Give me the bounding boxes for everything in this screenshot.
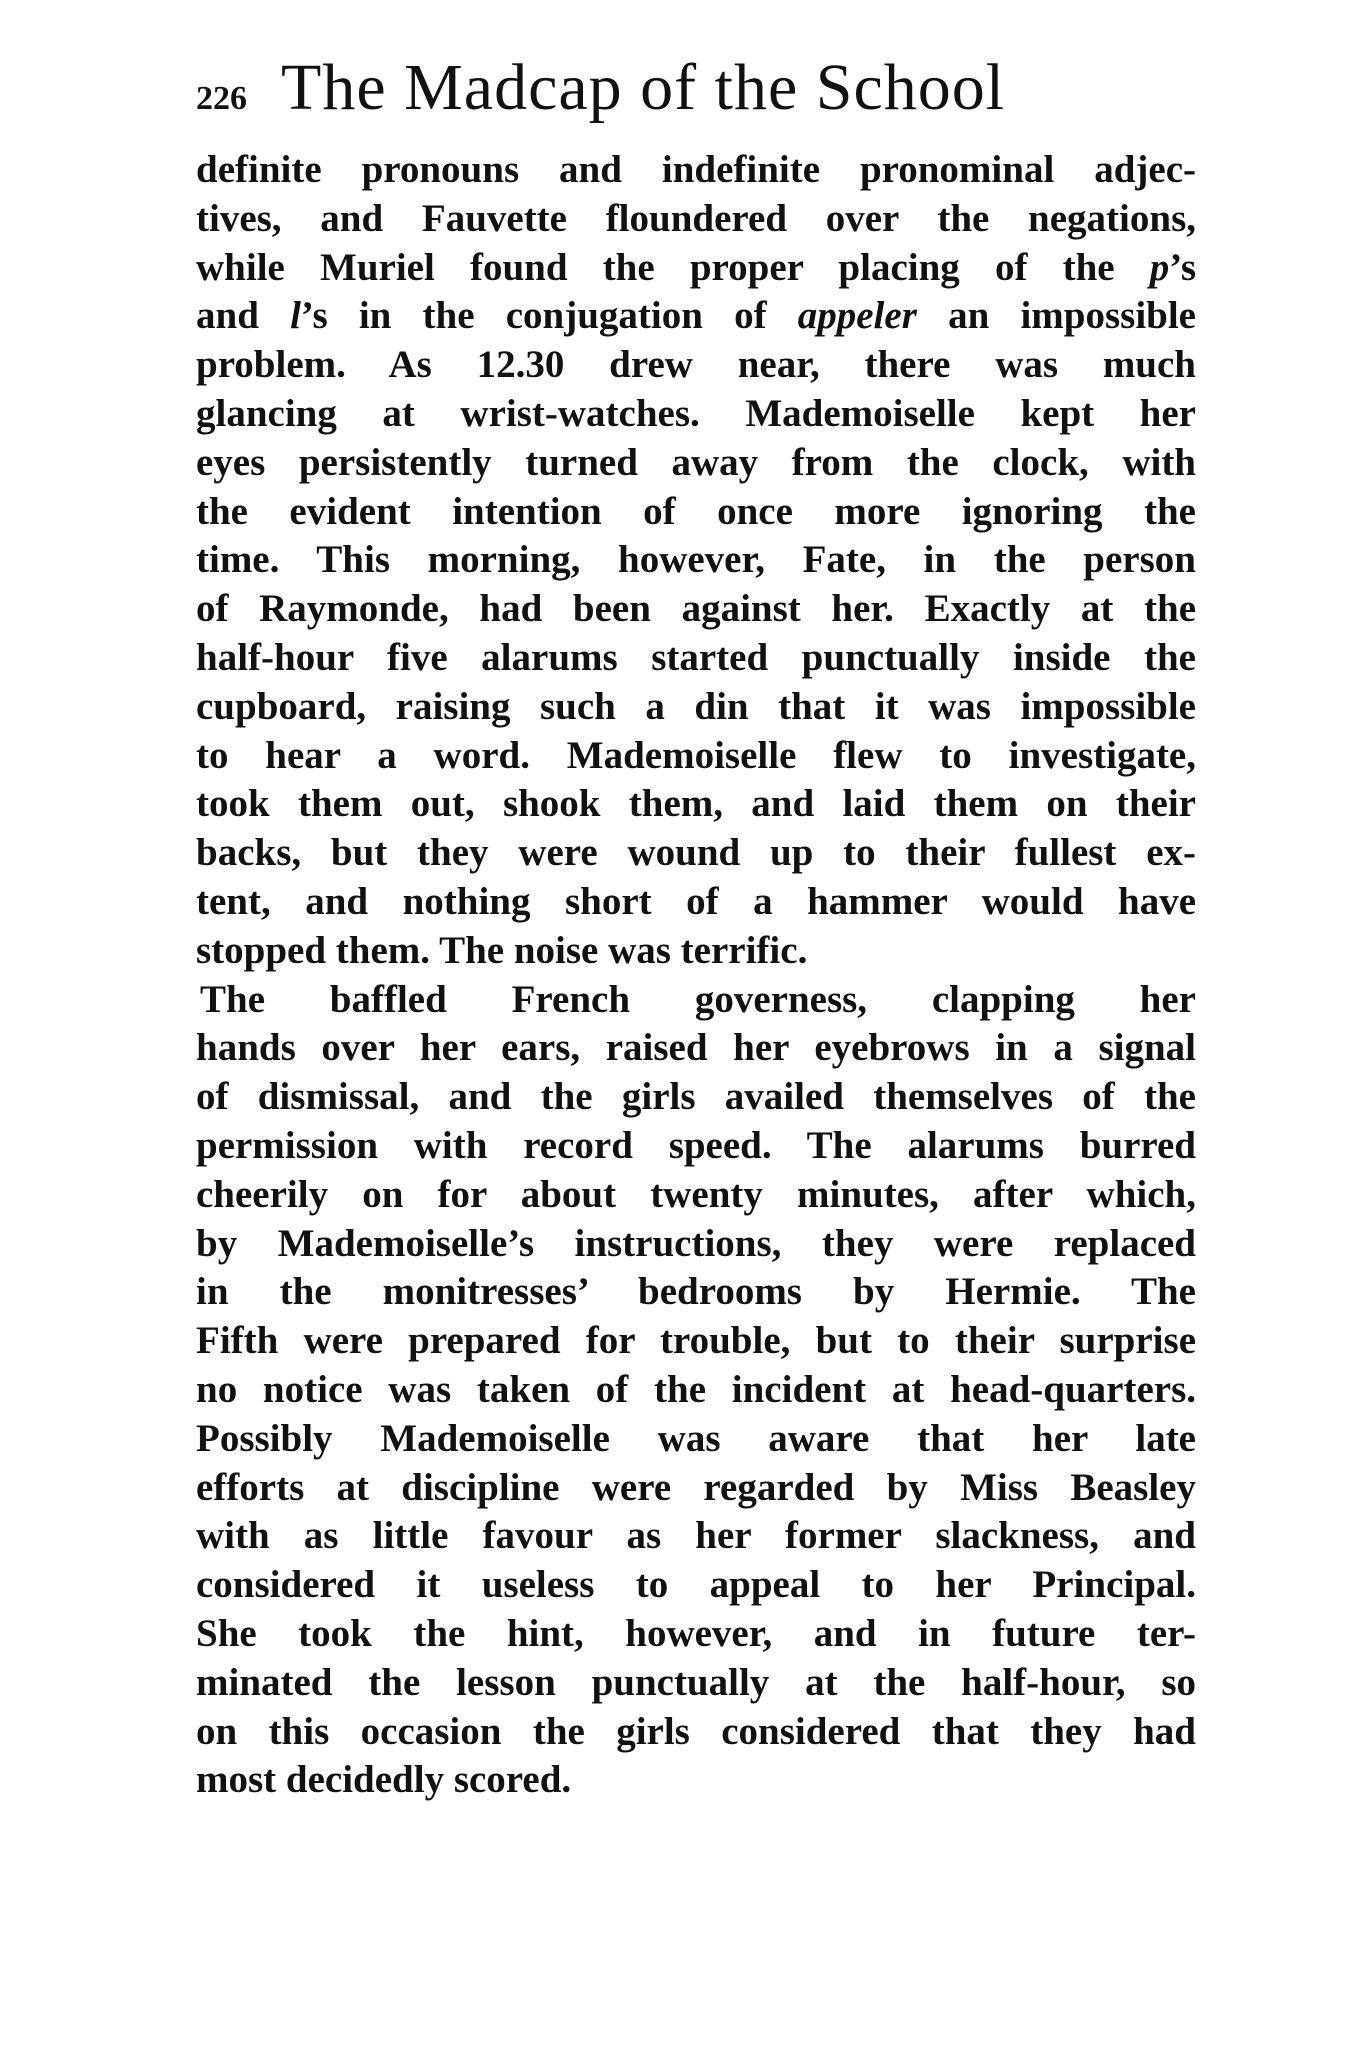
italic-text: l (290, 294, 301, 338)
text-line (196, 976, 1196, 1025)
text-line (196, 195, 1196, 244)
text-segment: The baffled French governess, clapping her (200, 977, 1196, 1021)
text-segment: no notice was taken of the incident at head-quarters. (196, 1367, 1196, 1411)
paragraph (196, 976, 1196, 1806)
text-line (196, 1220, 1196, 1269)
text-line (196, 439, 1196, 488)
text-segment: of Raymonde, had been against her. Exactly at the (196, 587, 1196, 631)
text-segment: by Mademoiselle’s instructions, they were replaced (196, 1221, 1196, 1265)
text-line (196, 1024, 1196, 1073)
text-line (196, 292, 1196, 341)
text-segment: eyes persistently turned away from the clock, with (196, 440, 1196, 484)
text-segment: minated the lesson punctually at the half-hour, so (196, 1660, 1196, 1704)
text-segment: ’s in the conjugation of (300, 294, 798, 338)
text-segment: tives, and Fauvette floundered over the negations, (196, 196, 1196, 240)
text-line (196, 927, 1196, 976)
text-line (196, 1610, 1196, 1659)
text-segment: tent, and nothing short of a hammer would have (196, 879, 1196, 923)
text-line (196, 1171, 1196, 1220)
text-segment: of dismissal, and the girls availed themselves of the (196, 1075, 1196, 1119)
italic-text: appeler (797, 294, 917, 338)
text-segment: Fifth were prepared for trouble, but to their surprise (196, 1319, 1196, 1363)
text-line (196, 1073, 1196, 1122)
text-segment: hands over her ears, raised her eyebrows in a signal (196, 1026, 1196, 1070)
running-title: The Madcap of the School (281, 51, 1006, 124)
text-segment: ’s (1169, 245, 1196, 289)
text-segment: most decidedly scored. (196, 1758, 572, 1802)
text-line (196, 1122, 1196, 1171)
text-segment: in the monitresses’ bedrooms by Hermie. The (196, 1270, 1196, 1314)
italic-text: p (1149, 245, 1170, 289)
text-line (196, 732, 1196, 781)
text-segment: to hear a word. Mademoiselle flew to investigate, (196, 733, 1196, 777)
text-segment: efforts at discipline were regarded by Miss Beasley (196, 1465, 1196, 1509)
text-line (196, 1659, 1196, 1708)
text-line (196, 488, 1196, 537)
text-segment: stopped them. The noise was terrific. (196, 928, 808, 972)
text-line (196, 1756, 1196, 1805)
text-segment: took them out, shook them, and laid them on their (196, 782, 1196, 826)
text-line (196, 244, 1196, 293)
text-line (196, 1512, 1196, 1561)
text-line (196, 780, 1196, 829)
text-segment: an impossible (916, 294, 1196, 338)
text-line (196, 634, 1196, 683)
text-segment: glancing at wrist-watches. Mademoiselle kept her (196, 391, 1196, 435)
text-segment: problem. As 12.30 drew near, there was much (196, 343, 1196, 387)
text-segment: while Muriel found the proper placing of the (196, 245, 1150, 289)
text-segment: the evident intention of once more ignoring the (196, 489, 1196, 533)
text-segment: backs, but they were wound up to their fullest ex- (196, 831, 1196, 875)
text-line (196, 341, 1196, 390)
text-line (196, 1268, 1196, 1317)
text-line (196, 1464, 1196, 1513)
text-line (196, 146, 1196, 195)
text-line (196, 390, 1196, 439)
text-segment: permission with record speed. The alarums burred (196, 1123, 1196, 1167)
text-line (196, 1415, 1196, 1464)
text-line (196, 1561, 1196, 1610)
text-segment: cheerily on for about twenty minutes, after which, (196, 1172, 1196, 1216)
text-segment: time. This morning, however, Fate, in the person (196, 538, 1196, 582)
text-segment: considered it useless to appeal to her Principal. (196, 1563, 1196, 1607)
text-segment: cupboard, raising such a din that it was impossible (196, 684, 1196, 728)
text-line (196, 683, 1196, 732)
text-segment: on this occasion the girls considered that they had (196, 1709, 1196, 1753)
text-line (196, 829, 1196, 878)
text-segment: and (196, 294, 291, 338)
text-line (196, 585, 1196, 634)
text-line (196, 878, 1196, 927)
text-segment: Possibly Mademoiselle was aware that her late (196, 1416, 1196, 1460)
text-line (196, 1317, 1196, 1366)
page-body-text (196, 146, 1196, 1805)
text-segment: half-hour five alarums started punctually inside the (196, 635, 1196, 679)
text-segment: definite pronouns and indefinite pronominal adjec- (196, 148, 1196, 191)
paragraph (196, 146, 1196, 976)
text-line (196, 536, 1196, 585)
text-line (196, 1708, 1196, 1757)
text-segment: She took the hint, however, and in future ter- (196, 1611, 1196, 1655)
text-line (196, 1366, 1196, 1415)
text-segment: with as little favour as her former slackness, and (196, 1514, 1196, 1558)
running-header (196, 50, 1196, 130)
page-number: 226 (196, 80, 247, 117)
